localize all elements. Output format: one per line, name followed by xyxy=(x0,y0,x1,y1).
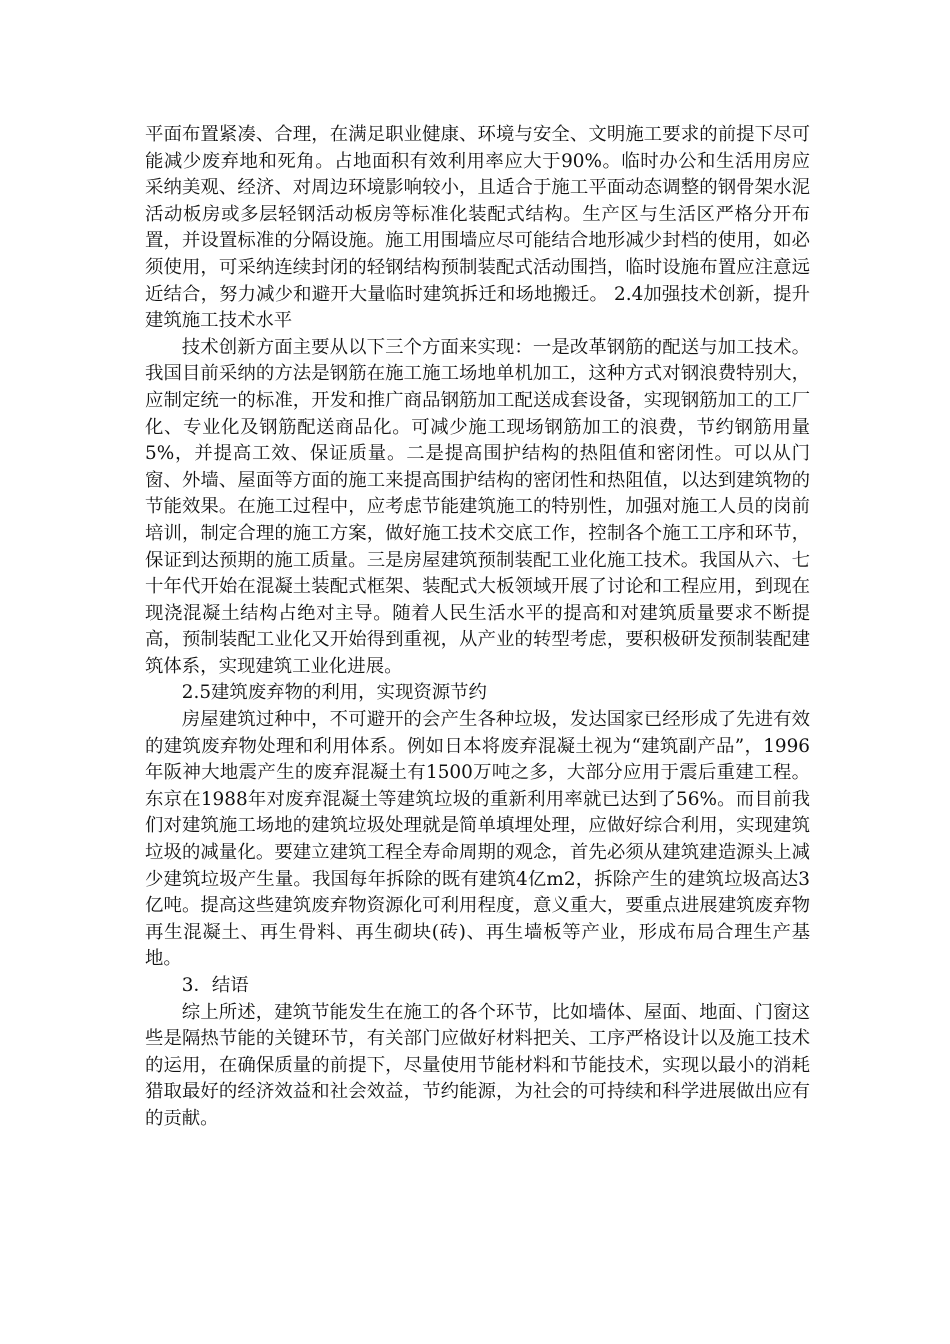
paragraph-conclusion: 综上所述，建筑节能发生在施工的各个环节，比如墙体、屋面、地面、门窗这些是隔热节能的关键环节，有关部门应做好材料把关、工序严格设计以及施工技术的运用，在确保质量的前提下，尽量使用节能材料和节能技术，实现以最小的消耗猎取最好的经济效益和社会效益，节约能源，为社会的可持续和科学进展做出应有的贡献。 xyxy=(145,1001,810,1129)
document-body xyxy=(145,122,810,1133)
section-heading-2-5: 2.5建筑废弃物的利用，实现资源节约 xyxy=(181,682,487,704)
section-heading-conclusion: 3．结语 xyxy=(181,975,249,996)
paragraph-site-layout: 平面布置紧凑、合理，在满足职业健康、环境与安全、文明施工要求的前提下尽可能减少废弃地和死角。占地面积有效利用率应大于90%。临时办公和生活用房应采纳美观、经济、对周边环境影响较小，且适合于施工平面动态调整的钢骨架水泥活动板房或多层轻钢活动板房等标准化装配式结构。生产区与生活区严格分开布置，并设置标准的分隔设施。施工用围墙应尽可能结合地形减少封档的使用，如必须使用，可采纳连续封闭的轻钢结构预制装配式活动围挡，临时设施布置应注意远近结合，努力减少和避开大量临时建筑拆迁和场地搬迁。 2.4加强技术创新，提升建筑施工技术水平 xyxy=(145,124,810,332)
paragraph-waste-utilization: 房屋建筑过种中，不可避开的会产生各种垃圾，发达国家已经形成了先进有效的建筑废弃物处理和利用体系。例如日本将废弃混凝土视为“建筑副产品”，1996年阪神大地震产生的废弃混凝土有1500万吨之多，大部分应用于震后重建工程。东京在1988年对废弃混凝土等建筑垃圾的重新利用率就已达到了56%。而目前我们对建筑施工场地的建筑垃圾处理就是简单填埋处理，应做好综合利用，实现建筑垃圾的减量化。要建立建筑工程全寿命周期的观念，首先必须从建筑建造源头上减少建筑垃圾产生量。我国每年拆除的既有建筑4亿m2，拆除产生的建筑垃圾高达3亿吨。提高这些建筑废弃物资源化可利用程度，意义重大，要重点进展建筑废弃物再生混凝土、再生骨料、再生砌块(砖)、再生墙板等产业，形成布局合理生产基地。 xyxy=(145,709,810,970)
paragraph-technical-innovation: 技术创新方面主要从以下三个方面来实现：一是改革钢筋的配送与加工技术。我国目前采纳的方法是钢筋在施工施工场地单机加工，这种方式对钢浪费特别大，应制定统一的标准，开发和推广商品钢筋加工配送成套设备，实现钢筋加工的工厂化、专业化及钢筋配送商品化。可减少施工现场钢筋加工的浪费，节约钢筋用量5%，并提高工效、保证质量。二是提高围护结构的热阻值和密闭性。可以从门窗、外墙、屋面等方面的施工来提高围护结构的密闭性和热阻值，以达到建筑物的节能效果。在施工过程中，应考虑节能建筑施工的特别性，加强对施工人员的岗前培训，制定合理的施工方案，做好施工技术交底工作，控制各个施工工序和环节，保证到达预期的施工质量。三是房屋建筑预制装配工业化施工技术。我国从六、七十年代开始在混凝土装配式框架、装配式大板领域开展了讨论和工程应用，到现在现浇混凝土结构占绝对主导。随着人民生活水平的提高和对建筑质量要求不断提高，预制装配工业化又开始得到重视，从产业的转型考虑，要积极研发预制装配建筑体系，实现建筑工业化进展。 xyxy=(145,336,810,677)
